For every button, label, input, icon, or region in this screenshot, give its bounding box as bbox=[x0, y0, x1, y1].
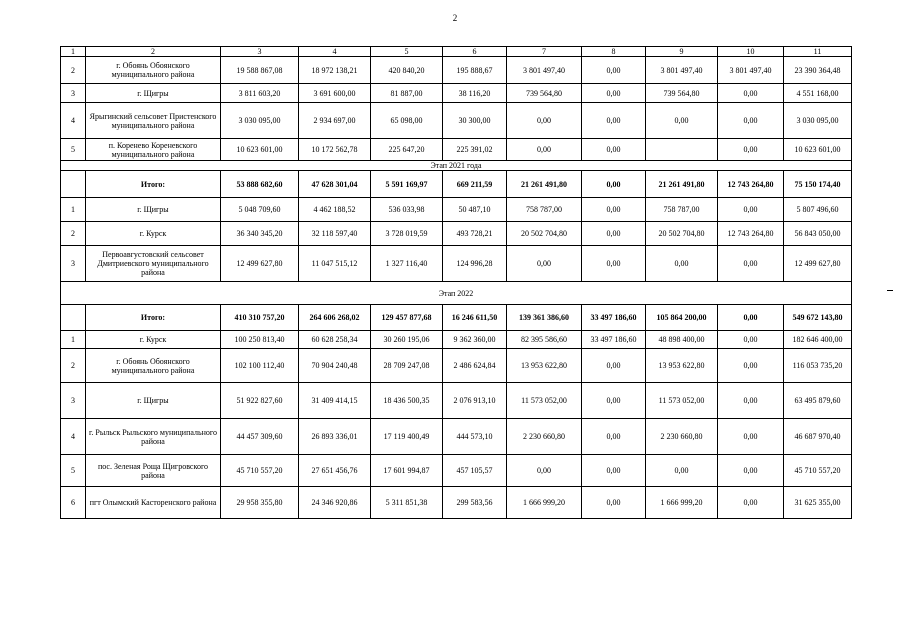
value-cell: 102 100 112,40 bbox=[221, 349, 299, 383]
value-cell: 2 230 660,80 bbox=[507, 419, 582, 455]
value-cell: 18 972 138,21 bbox=[299, 57, 371, 84]
value-cell: 0,00 bbox=[582, 139, 646, 161]
column-header-11: 11 bbox=[784, 47, 852, 57]
value-cell: 3 030 095,00 bbox=[221, 103, 299, 139]
margin-mark bbox=[887, 290, 893, 291]
value-cell bbox=[646, 139, 718, 161]
value-cell: 11 573 052,00 bbox=[646, 383, 718, 419]
column-header-5: 5 bbox=[371, 47, 443, 57]
value-cell: 0,00 bbox=[507, 455, 582, 487]
value-cell: 669 211,59 bbox=[443, 171, 507, 198]
value-cell: 3 801 497,40 bbox=[646, 57, 718, 84]
value-cell: 45 710 557,20 bbox=[221, 455, 299, 487]
value-cell: 50 487,10 bbox=[443, 198, 507, 222]
value-cell: 17 119 400,49 bbox=[371, 419, 443, 455]
value-cell: 0,00 bbox=[507, 139, 582, 161]
value-cell: 65 098,00 bbox=[371, 103, 443, 139]
value-cell: 3 030 095,00 bbox=[784, 103, 852, 139]
value-cell: 31 625 355,00 bbox=[784, 487, 852, 519]
table-row bbox=[61, 487, 852, 519]
value-cell: 182 646 400,00 bbox=[784, 331, 852, 349]
table-row bbox=[61, 419, 852, 455]
table-row bbox=[61, 103, 852, 139]
value-cell: 444 573,10 bbox=[443, 419, 507, 455]
value-cell: 47 628 301,04 bbox=[299, 171, 371, 198]
value-cell: 739 564,80 bbox=[507, 84, 582, 103]
table-row bbox=[61, 139, 852, 161]
municipality-name-cell: г. Щигры bbox=[86, 84, 221, 103]
value-cell: 29 958 355,80 bbox=[221, 487, 299, 519]
value-cell: 21 261 491,80 bbox=[646, 171, 718, 198]
value-cell: 0,00 bbox=[507, 103, 582, 139]
value-cell: 19 588 867,08 bbox=[221, 57, 299, 84]
value-cell: 9 362 360,00 bbox=[443, 331, 507, 349]
value-cell: 28 709 247,08 bbox=[371, 349, 443, 383]
value-cell: 11 047 515,12 bbox=[299, 246, 371, 282]
municipality-name-cell: Итого: bbox=[86, 171, 221, 198]
stage-title: Этап 2022 bbox=[61, 282, 852, 305]
value-cell: 0,00 bbox=[718, 419, 784, 455]
value-cell: 0,00 bbox=[582, 171, 646, 198]
value-cell: 82 395 586,60 bbox=[507, 331, 582, 349]
value-cell: 12 499 627,80 bbox=[784, 246, 852, 282]
value-cell: 12 743 264,80 bbox=[718, 171, 784, 198]
column-header-8: 8 bbox=[582, 47, 646, 57]
page-number: 2 bbox=[452, 13, 458, 23]
value-cell: 3 801 497,40 bbox=[718, 57, 784, 84]
value-cell: 21 261 491,80 bbox=[507, 171, 582, 198]
value-cell: 1 327 116,40 bbox=[371, 246, 443, 282]
value-cell: 10 172 562,78 bbox=[299, 139, 371, 161]
value-cell: 10 623 601,00 bbox=[221, 139, 299, 161]
value-cell: 0,00 bbox=[582, 455, 646, 487]
row-number-cell: 1 bbox=[61, 331, 86, 349]
municipality-name-cell: г. Щигры bbox=[86, 198, 221, 222]
municipality-name-cell: г. Курск bbox=[86, 222, 221, 246]
value-cell: 32 118 597,40 bbox=[299, 222, 371, 246]
value-cell: 264 606 268,02 bbox=[299, 305, 371, 331]
value-cell: 4 462 188,52 bbox=[299, 198, 371, 222]
value-cell: 195 888,67 bbox=[443, 57, 507, 84]
value-cell: 0,00 bbox=[582, 198, 646, 222]
value-cell: 63 495 879,60 bbox=[784, 383, 852, 419]
municipality-name-cell: г. Рыльск Рыльского муниципального района bbox=[86, 419, 221, 455]
value-cell: 116 053 735,20 bbox=[784, 349, 852, 383]
column-number-header-row bbox=[61, 47, 852, 57]
value-cell: 51 922 827,60 bbox=[221, 383, 299, 419]
value-cell: 0,00 bbox=[582, 487, 646, 519]
value-cell: 81 887,00 bbox=[371, 84, 443, 103]
value-cell: 20 502 704,80 bbox=[507, 222, 582, 246]
value-cell: 0,00 bbox=[582, 349, 646, 383]
value-cell: 60 628 258,34 bbox=[299, 331, 371, 349]
table-row bbox=[61, 222, 852, 246]
value-cell: 53 888 682,60 bbox=[221, 171, 299, 198]
row-number-cell: 4 bbox=[61, 419, 86, 455]
value-cell: 105 864 200,00 bbox=[646, 305, 718, 331]
value-cell: 0,00 bbox=[718, 487, 784, 519]
value-cell: 0,00 bbox=[646, 455, 718, 487]
row-number-cell: 6 bbox=[61, 487, 86, 519]
row-number-cell: 1 bbox=[61, 198, 86, 222]
value-cell: 0,00 bbox=[582, 84, 646, 103]
table-row bbox=[61, 383, 852, 419]
value-cell: 38 116,20 bbox=[443, 84, 507, 103]
value-cell: 1 666 999,20 bbox=[646, 487, 718, 519]
municipality-name-cell: Первоавгустовский сельсовет Дмитриевского муниципального района bbox=[86, 246, 221, 282]
value-cell: 13 953 622,80 bbox=[646, 349, 718, 383]
value-cell: 2 486 624,84 bbox=[443, 349, 507, 383]
municipality-name-cell: Ярыгинский сельсовет Пристенского муниципального района bbox=[86, 103, 221, 139]
row-number-cell: 3 bbox=[61, 84, 86, 103]
value-cell: 5 311 851,38 bbox=[371, 487, 443, 519]
value-cell: 17 601 994,87 bbox=[371, 455, 443, 487]
value-cell: 44 457 309,60 bbox=[221, 419, 299, 455]
value-cell: 0,00 bbox=[718, 331, 784, 349]
value-cell: 3 728 019,59 bbox=[371, 222, 443, 246]
total-row bbox=[61, 171, 852, 198]
municipality-name-cell: пгт Олымский Касторенского района bbox=[86, 487, 221, 519]
municipality-name-cell: г. Обоянь Обоянского муниципального района bbox=[86, 349, 221, 383]
table-row bbox=[61, 455, 852, 487]
municipality-name-cell: г. Щигры bbox=[86, 383, 221, 419]
table-row bbox=[61, 198, 852, 222]
value-cell: 24 346 920,86 bbox=[299, 487, 371, 519]
value-cell: 0,00 bbox=[718, 103, 784, 139]
value-cell: 0,00 bbox=[718, 139, 784, 161]
value-cell: 0,00 bbox=[718, 198, 784, 222]
municipality-name-cell: п. Коренево Кореневского муниципального района bbox=[86, 139, 221, 161]
value-cell: 0,00 bbox=[582, 222, 646, 246]
financing-table bbox=[60, 46, 852, 519]
value-cell: 0,00 bbox=[718, 349, 784, 383]
value-cell: 0,00 bbox=[582, 246, 646, 282]
value-cell: 13 953 622,80 bbox=[507, 349, 582, 383]
row-number-cell: 5 bbox=[61, 139, 86, 161]
stage-title: Этап 2021 года bbox=[61, 161, 852, 171]
value-cell: 0,00 bbox=[646, 246, 718, 282]
table-body bbox=[61, 57, 852, 519]
value-cell: 33 497 186,60 bbox=[582, 331, 646, 349]
value-cell: 0,00 bbox=[718, 84, 784, 103]
value-cell: 12 743 264,80 bbox=[718, 222, 784, 246]
row-number-cell: 4 bbox=[61, 103, 86, 139]
value-cell: 12 499 627,80 bbox=[221, 246, 299, 282]
municipality-name-cell: г. Курск bbox=[86, 331, 221, 349]
value-cell: 18 436 500,35 bbox=[371, 383, 443, 419]
table-row bbox=[61, 349, 852, 383]
value-cell: 5 807 496,60 bbox=[784, 198, 852, 222]
value-cell: 31 409 414,15 bbox=[299, 383, 371, 419]
column-header-10: 10 bbox=[718, 47, 784, 57]
stage-row bbox=[61, 161, 852, 171]
value-cell: 457 105,57 bbox=[443, 455, 507, 487]
value-cell: 739 564,80 bbox=[646, 84, 718, 103]
table-row bbox=[61, 246, 852, 282]
column-header-4: 4 bbox=[299, 47, 371, 57]
value-cell: 70 904 240,48 bbox=[299, 349, 371, 383]
value-cell: 2 076 913,10 bbox=[443, 383, 507, 419]
column-header-7: 7 bbox=[507, 47, 582, 57]
row-number-cell bbox=[61, 305, 86, 331]
value-cell: 0,00 bbox=[582, 103, 646, 139]
total-row bbox=[61, 305, 852, 331]
value-cell: 20 502 704,80 bbox=[646, 222, 718, 246]
value-cell: 100 250 813,40 bbox=[221, 331, 299, 349]
value-cell: 11 573 052,00 bbox=[507, 383, 582, 419]
table-row bbox=[61, 57, 852, 84]
column-header-2: 2 bbox=[86, 47, 221, 57]
value-cell: 48 898 400,00 bbox=[646, 331, 718, 349]
value-cell: 5 591 169,97 bbox=[371, 171, 443, 198]
value-cell: 30 300,00 bbox=[443, 103, 507, 139]
value-cell: 46 687 970,40 bbox=[784, 419, 852, 455]
value-cell: 3 801 497,40 bbox=[507, 57, 582, 84]
value-cell: 758 787,00 bbox=[507, 198, 582, 222]
value-cell: 0,00 bbox=[718, 246, 784, 282]
value-cell: 129 457 877,68 bbox=[371, 305, 443, 331]
value-cell: 23 390 364,48 bbox=[784, 57, 852, 84]
value-cell: 45 710 557,20 bbox=[784, 455, 852, 487]
value-cell: 536 033,98 bbox=[371, 198, 443, 222]
table-row bbox=[61, 331, 852, 349]
column-header-6: 6 bbox=[443, 47, 507, 57]
column-header-3: 3 bbox=[221, 47, 299, 57]
value-cell: 299 583,56 bbox=[443, 487, 507, 519]
municipality-name-cell: Итого: bbox=[86, 305, 221, 331]
row-number-cell: 3 bbox=[61, 246, 86, 282]
row-number-cell: 2 bbox=[61, 349, 86, 383]
value-cell: 493 728,21 bbox=[443, 222, 507, 246]
table-row bbox=[61, 84, 852, 103]
value-cell: 0,00 bbox=[582, 383, 646, 419]
value-cell: 30 260 195,06 bbox=[371, 331, 443, 349]
value-cell: 27 651 456,76 bbox=[299, 455, 371, 487]
column-header-9: 9 bbox=[646, 47, 718, 57]
value-cell: 225 647,20 bbox=[371, 139, 443, 161]
value-cell: 0,00 bbox=[507, 246, 582, 282]
row-number-cell: 5 bbox=[61, 455, 86, 487]
row-number-cell bbox=[61, 171, 86, 198]
value-cell: 3 691 600,00 bbox=[299, 84, 371, 103]
value-cell: 124 996,28 bbox=[443, 246, 507, 282]
value-cell: 549 672 143,80 bbox=[784, 305, 852, 331]
value-cell: 420 840,20 bbox=[371, 57, 443, 84]
row-number-cell: 3 bbox=[61, 383, 86, 419]
column-header-1: 1 bbox=[61, 47, 86, 57]
value-cell: 0,00 bbox=[718, 305, 784, 331]
value-cell: 0,00 bbox=[718, 383, 784, 419]
value-cell: 0,00 bbox=[582, 419, 646, 455]
value-cell: 0,00 bbox=[646, 103, 718, 139]
value-cell: 56 843 050,00 bbox=[784, 222, 852, 246]
value-cell: 36 340 345,20 bbox=[221, 222, 299, 246]
value-cell: 16 246 611,50 bbox=[443, 305, 507, 331]
value-cell: 33 497 186,60 bbox=[582, 305, 646, 331]
value-cell: 2 934 697,00 bbox=[299, 103, 371, 139]
value-cell: 410 310 757,20 bbox=[221, 305, 299, 331]
municipality-name-cell: г. Обоянь Обоянского муниципального района bbox=[86, 57, 221, 84]
value-cell: 4 551 168,00 bbox=[784, 84, 852, 103]
value-cell: 225 391,02 bbox=[443, 139, 507, 161]
value-cell: 0,00 bbox=[582, 57, 646, 84]
value-cell: 2 230 660,80 bbox=[646, 419, 718, 455]
value-cell: 10 623 601,00 bbox=[784, 139, 852, 161]
value-cell: 1 666 999,20 bbox=[507, 487, 582, 519]
value-cell: 75 150 174,40 bbox=[784, 171, 852, 198]
row-number-cell: 2 bbox=[61, 222, 86, 246]
value-cell: 26 893 336,01 bbox=[299, 419, 371, 455]
value-cell: 5 048 709,60 bbox=[221, 198, 299, 222]
value-cell: 139 361 386,60 bbox=[507, 305, 582, 331]
stage-row bbox=[61, 282, 852, 305]
municipality-name-cell: пос. Зеленая Роща Щигровского района bbox=[86, 455, 221, 487]
value-cell: 758 787,00 bbox=[646, 198, 718, 222]
value-cell: 3 811 603,20 bbox=[221, 84, 299, 103]
row-number-cell: 2 bbox=[61, 57, 86, 84]
value-cell: 0,00 bbox=[718, 455, 784, 487]
